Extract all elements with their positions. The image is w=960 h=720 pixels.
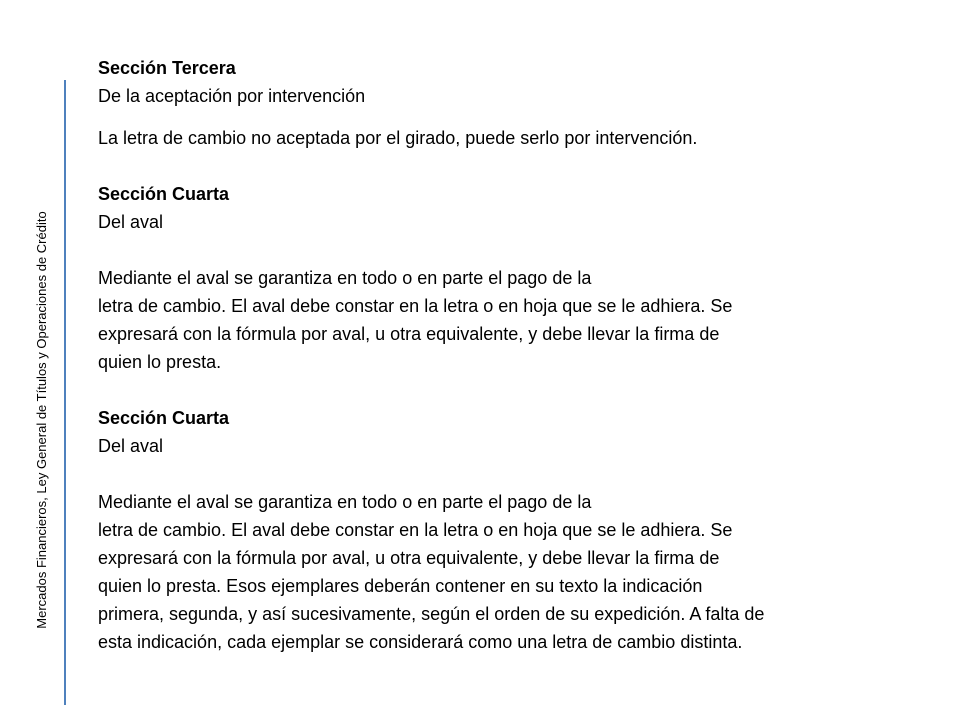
section-tercera-heading: Sección Tercera	[98, 58, 236, 78]
spacer	[98, 376, 918, 404]
aval-paragraph-line: letra de cambio. El aval debe constar en la letra o en hoja que se le adhiera. Se	[98, 296, 733, 316]
aval-extended-paragraph-line: Mediante el aval se garantiza en todo o en parte el pago de la	[98, 492, 592, 512]
section-cuarta-subheading-repeat: Del aval	[98, 436, 164, 456]
aval-paragraph-line: quien lo presta.	[98, 352, 222, 372]
aval-extended-paragraph-line: expresará con la fórmula por aval, u otra equivalente, y debe llevar la firma de	[98, 548, 720, 568]
spacer	[98, 460, 918, 488]
aval-extended-paragraph-line: esta indicación, cada ejemplar se considerará como una letra de cambio distinta.	[98, 632, 743, 652]
aval-paragraph-line: expresará con la fórmula por aval, u otra equivalente, y debe llevar la firma de	[98, 324, 720, 344]
spacer	[98, 152, 918, 180]
section-tercera-paragraph: La letra de cambio no aceptada por el girado, puede serlo por intervención.	[98, 128, 698, 148]
section-cuarta-heading-repeat: Sección Cuarta	[98, 408, 230, 428]
spacer	[98, 110, 918, 124]
aval-paragraph-line: Mediante el aval se garantiza en todo o en parte el pago de la	[98, 268, 592, 288]
slide-content	[98, 54, 918, 656]
section-cuarta-heading: Sección Cuarta	[98, 184, 230, 204]
aval-extended-paragraph-line: letra de cambio. El aval debe constar en la letra o en hoja que se le adhiera. Se	[98, 520, 733, 540]
vertical-divider	[64, 80, 66, 705]
section-cuarta-subheading: Del aval	[98, 212, 164, 232]
section-tercera-subheading: De la aceptación por intervención	[98, 86, 366, 106]
spacer	[98, 236, 918, 264]
aval-extended-paragraph-line: quien lo presta. Esos ejemplares deberán contener en su texto la indicación	[98, 576, 703, 596]
vertical-side-title: Mercados Financieros, Ley General de Títulos y Operaciones de Crédito	[34, 211, 49, 629]
aval-extended-paragraph-line: primera, segunda, y así sucesivamente, según el orden de su expedición. A falta de	[98, 604, 765, 624]
